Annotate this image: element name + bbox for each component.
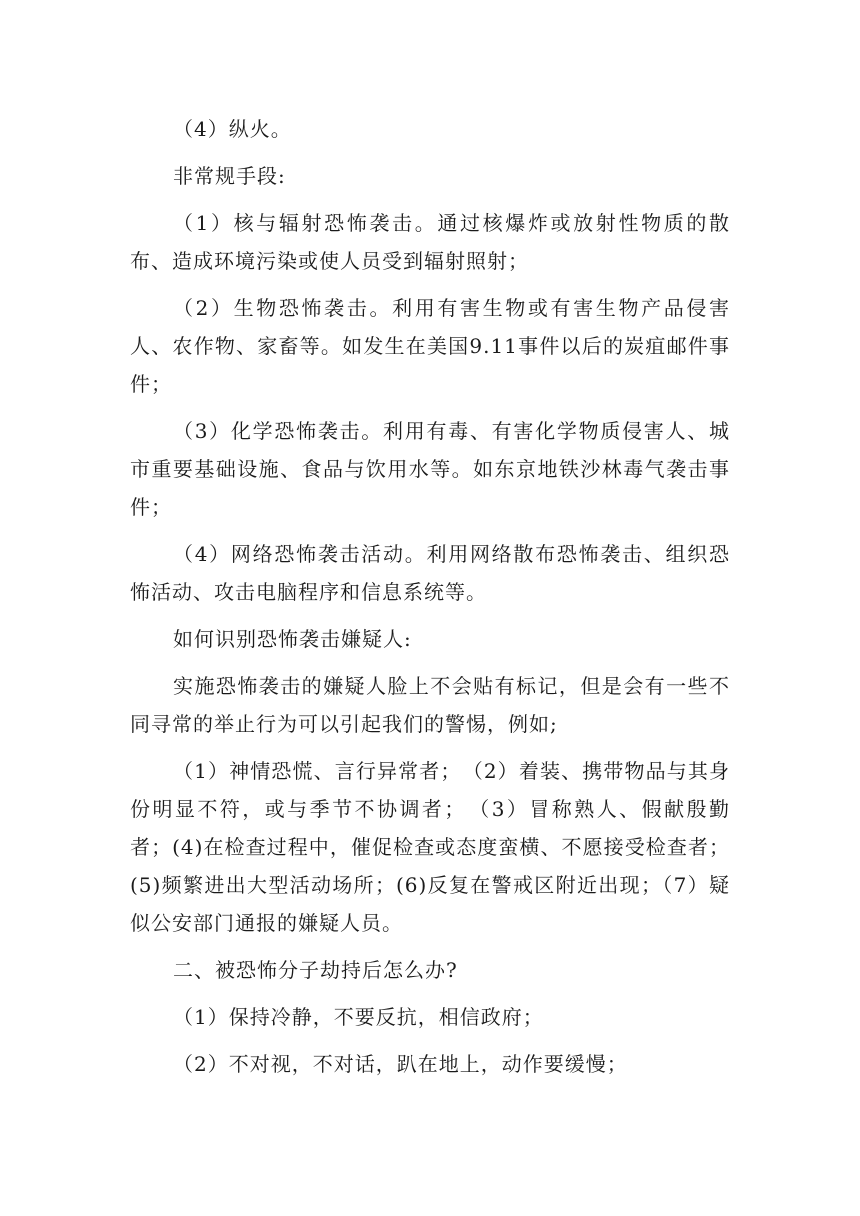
paragraph-cyber-attack: （4）网络恐怖袭击活动。利用网络散布恐怖袭击、组织恐怖活动、攻击电脑程序和信息系统等。 (130, 542, 730, 604)
paragraph-biological-attack: （2）生物恐怖袭击。利用有害生物或有害生物产品侵害人、农作物、家畜等。如发生在美国9.11事件以后的炭疽邮件事件； (130, 296, 730, 396)
paragraph-stay-calm: （1）保持冷静，不要反抗，相信政府； (173, 1005, 544, 1029)
paragraph-unconventional-heading: 非常规手段: (173, 164, 286, 188)
paragraph-identify-heading: 如何识别恐怖袭击嫌疑人: (173, 627, 412, 651)
paragraph-suspect-signs: （1）神情恐慌、言行异常者； （2）着装、携带物品与其身份明显不符，或与季节不协调者； （3）冒称熟人、假献殷勤者；(4)在检查过程中，催促检查或态度蛮横、不愿接受检查者；(5)频繁进出大型活动场所；(6)反复在警戒区附近出现；（7）疑似公安部门通报的嫌疑人员。 (130, 759, 730, 935)
paragraph-hijacked-heading: 二、被恐怖分子劫持后怎么办? (173, 958, 458, 982)
paragraph-arson: （4）纵火。 (173, 117, 292, 141)
paragraph-nuclear-attack: （1）核与辐射恐怖袭击。通过核爆炸或放射性物质的散布、造成环境污染或使人员受到辐射照射； (130, 211, 730, 273)
paragraph-chemical-attack: （3）化学恐怖袭击。利用有毒、有害化学物质侵害人、城市重要基础设施、食品与饮用水等。如东京地铁沙林毒气袭击事件； (130, 419, 730, 519)
document-body (130, 110, 730, 1092)
paragraph-identify-intro: 实施恐怖袭击的嫌疑人脸上不会贴有标记，但是会有一些不同寻常的举止行为可以引起我们的警惕，例如; (130, 674, 730, 736)
paragraph-no-eye-contact: （2）不对视，不对话，趴在地上，动作要缓慢； (173, 1052, 628, 1076)
